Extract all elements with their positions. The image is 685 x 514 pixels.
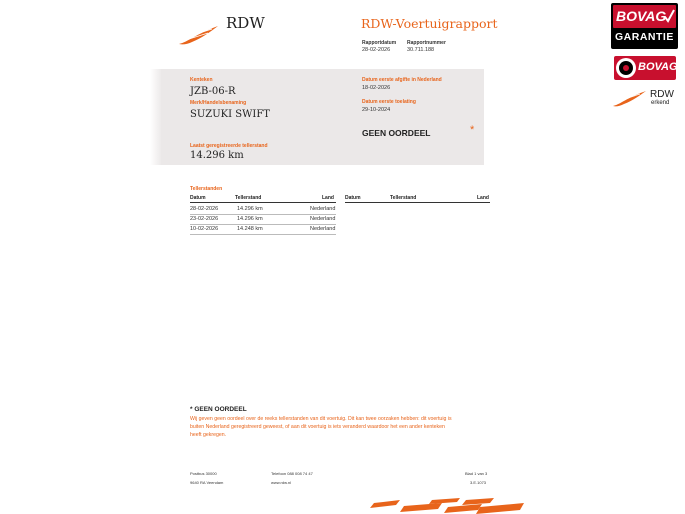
header-divider-2 <box>345 202 490 203</box>
bovag2-text: BOVAG <box>638 61 678 73</box>
rdw-logo-icon <box>178 22 220 46</box>
row-3-date: 10-02-2026 <box>190 226 219 232</box>
plate-label: Kenteken <box>190 77 213 83</box>
rdw-erkend-logo-icon <box>612 88 648 108</box>
first-nl-value: 18-02-2026 <box>362 85 391 91</box>
note-line-3: heeft gekregen. <box>190 432 227 438</box>
rdw-erkend-text: RDW <box>650 89 674 100</box>
bovag-top-text: BOVAG <box>616 8 667 24</box>
brand-name: RDW <box>226 14 265 32</box>
col-country-header: Land <box>322 195 334 201</box>
report-title: RDW-Voertuigrapport <box>361 16 498 31</box>
row-2-country: Nederland <box>310 216 336 222</box>
footer-code: 3.E.1073 <box>470 480 487 485</box>
footer-address-1: Postbus 30000 <box>190 471 217 476</box>
first-admission-label: Datum eerste toelating <box>362 99 416 105</box>
first-nl-label: Datum eerste afgifte in Nederland <box>362 77 442 83</box>
col-date-header-2: Datum <box>345 195 361 201</box>
verdict-asterisk: * <box>470 124 475 136</box>
odometer-value: 14.296 km <box>190 150 244 161</box>
bovag-garantie-logo <box>611 3 678 49</box>
first-admission-value: 29-10-2024 <box>362 107 391 113</box>
plate-value: JZB-06-R <box>190 86 236 97</box>
report-date: 28-02-2026 <box>362 47 391 53</box>
bovag-logo <box>614 56 676 80</box>
col-country-header-2: Land <box>477 195 489 201</box>
odometer-label: Laatst geregistreerde tellerstand <box>190 143 268 149</box>
bovag-circle-icon <box>616 58 636 78</box>
bovag-bottom-text: GARANTIE <box>615 31 674 43</box>
row-2-km: 14.296 km <box>237 216 263 222</box>
row-1-country: Nederland <box>310 206 336 212</box>
row-1-km: 14.296 km <box>237 206 263 212</box>
col-date-header: Datum <box>190 195 206 201</box>
note-line-1: Wij geven geen oordeel over de reeks tellerstanden van dit voertuig. Dit kan twee oorzaken hebben: dit voertuig is <box>190 416 452 422</box>
readings-title: Tellerstanden <box>190 186 223 192</box>
footer-web: www.rdw.nl <box>271 480 292 485</box>
footer-page: Blad 1 van 3 <box>465 471 488 476</box>
report-date-label: Rapportdatum <box>362 40 397 46</box>
row-2-date: 23-02-2026 <box>190 216 219 222</box>
note-line-2: buiten Nederland geregistreerd geweest, of aan dit voertuig is iets veranderd waardoor het een ander kenteken <box>190 424 445 430</box>
row-3-km: 14.248 km <box>237 226 263 232</box>
footer-phone: Telefoon 088 008 74 47 <box>271 471 313 476</box>
col-km-header: Tellerstand <box>235 195 262 201</box>
report-number-label: Rapportnummer <box>407 40 446 46</box>
row-3-country: Nederland <box>310 226 336 232</box>
row-1-date: 28-02-2026 <box>190 206 219 212</box>
header-divider <box>190 202 336 203</box>
rdw-erkend-sub: erkend <box>651 100 670 106</box>
col-km-header-2: Tellerstand <box>390 195 417 201</box>
footer-stripes-icon <box>362 497 527 514</box>
row-divider <box>190 214 336 215</box>
make-value: SUZUKI SWIFT <box>190 109 270 120</box>
report-number: 30.711.188 <box>407 47 435 53</box>
verdict: GEEN OORDEEL <box>362 128 431 138</box>
footer-address-2: 9640 RA Veendam <box>190 480 224 485</box>
make-label: Merk/Handelsbenaming <box>190 100 247 106</box>
note-title: * GEEN OORDEEL <box>190 406 247 413</box>
row-divider <box>190 234 336 235</box>
row-divider <box>190 224 336 225</box>
checkmark-icon <box>664 9 675 23</box>
